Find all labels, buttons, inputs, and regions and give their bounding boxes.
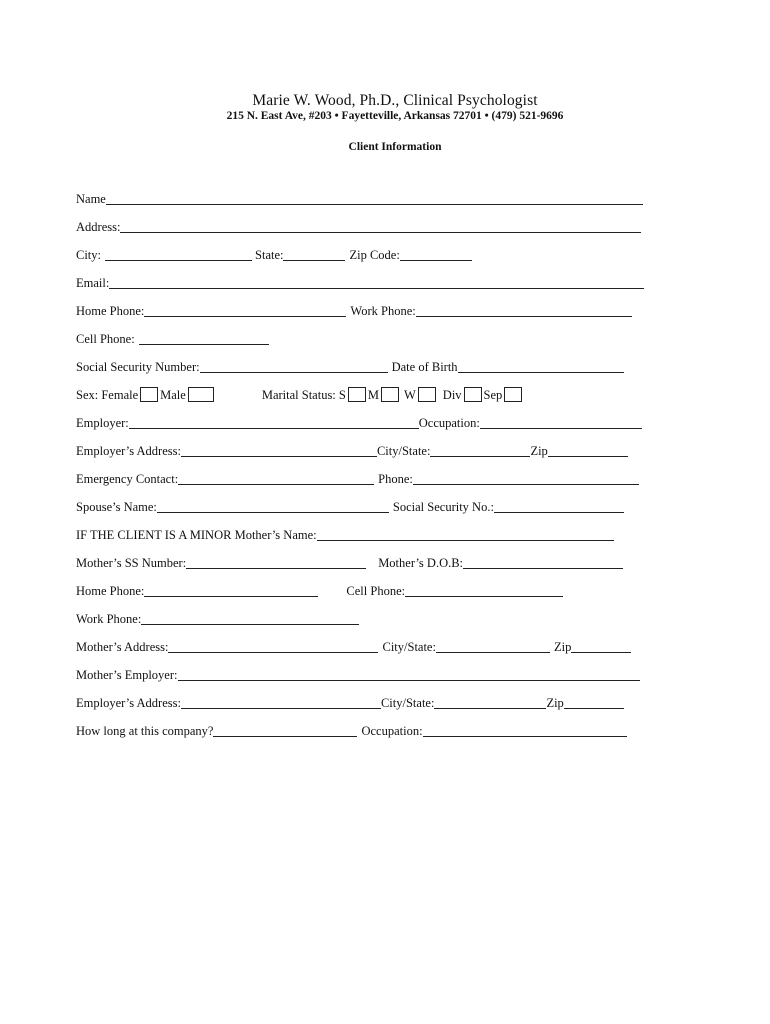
female-checkbox[interactable] [140, 387, 158, 402]
practice-address: 215 N. East Ave, #203 • Fayetteville, Arkansas 72701 • (479) 521-9696 [226, 110, 564, 122]
mother-ss-dob-row [76, 553, 623, 571]
name-label: Name [76, 192, 106, 206]
employer-address-label: Employer’s Address: [76, 444, 181, 458]
separated-label: Sep [483, 388, 503, 402]
name-field[interactable] [106, 192, 643, 205]
ssn-dob-row [76, 357, 624, 375]
mother-phones-row [76, 581, 563, 599]
employer-field[interactable] [129, 416, 419, 429]
city-field[interactable] [105, 248, 252, 261]
cell-phone-label: Cell Phone: [76, 332, 135, 346]
home-phone-field[interactable] [144, 304, 346, 317]
ssn-label: Social Security Number: [76, 360, 200, 374]
occupation-field[interactable] [480, 416, 642, 429]
mother-ss-label: Mother’s SS Number: [76, 556, 187, 570]
mother-employer-label: Mother’s Employer: [76, 668, 178, 682]
address-label: Address: [76, 220, 121, 234]
male-label: Male [160, 388, 186, 402]
emergency-contact-field[interactable] [178, 472, 374, 485]
male-checkbox[interactable] [188, 387, 214, 402]
married-label: M [367, 388, 379, 402]
dob-field[interactable] [458, 360, 624, 373]
mother-city-state-label: City/State: [382, 640, 436, 654]
employer-address-row [76, 441, 628, 459]
married-checkbox[interactable] [381, 387, 399, 402]
minor-mother-name-row [76, 525, 614, 543]
separated-checkbox[interactable] [504, 387, 522, 402]
employer-label: Employer: [76, 416, 129, 430]
email-row [76, 273, 644, 291]
marital-status-label: Marital Status: S [261, 388, 346, 402]
mother-cell-phone-label: Cell Phone: [346, 584, 406, 598]
work-phone-field[interactable] [416, 304, 632, 317]
mother-home-phone-label: Home Phone: [76, 584, 145, 598]
address-field[interactable] [120, 220, 641, 233]
mother-employer-city-state-field[interactable] [434, 696, 546, 709]
emergency-row [76, 469, 639, 487]
mother-address-label: Mother’s Address: [76, 640, 169, 654]
how-long-label: How long at this company? [76, 724, 214, 738]
state-label: State: [255, 248, 284, 262]
mother-name-field[interactable] [317, 528, 614, 541]
zip-code-field[interactable] [400, 248, 472, 261]
mother-employer-address-row [76, 693, 624, 711]
widowed-label: W [403, 388, 416, 402]
work-phone-label: Work Phone: [350, 304, 416, 318]
sex-label: Sex: Female [76, 388, 139, 402]
emergency-contact-label: Emergency Contact: [76, 472, 179, 486]
employer-row [76, 413, 642, 431]
dob-label: Date of Birth [391, 360, 458, 374]
mother-address-field[interactable] [168, 640, 378, 653]
employer-zip-label: Zip [530, 444, 548, 458]
sex-marital-row [76, 385, 524, 403]
mother-dob-label: Mother’s D.O.B: [378, 556, 464, 570]
divorced-checkbox[interactable] [464, 387, 482, 402]
mother-occupation-label: Occupation: [361, 724, 423, 738]
mother-employer-row [76, 665, 640, 683]
emergency-phone-label: Phone: [378, 472, 413, 486]
mother-ss-field[interactable] [186, 556, 366, 569]
name-row [76, 189, 643, 207]
employer-city-state-label: City/State: [376, 444, 431, 458]
zip-code-label: Zip Code: [349, 248, 400, 262]
home-phone-label: Home Phone: [76, 304, 145, 318]
mother-occupation-field[interactable] [423, 724, 627, 737]
mother-home-phone-field[interactable] [144, 584, 318, 597]
occupation-label: Occupation: [418, 416, 480, 430]
address-row [76, 217, 641, 235]
mother-dob-field[interactable] [463, 556, 623, 569]
spouse-ssn-label: Social Security No.: [392, 500, 494, 514]
mother-cell-phone-field[interactable] [405, 584, 563, 597]
employer-city-state-field[interactable] [430, 444, 530, 457]
mother-employer-address-field[interactable] [181, 696, 381, 709]
mother-work-phone-field[interactable] [141, 612, 359, 625]
email-label: Email: [76, 276, 110, 290]
employer-address-field[interactable] [181, 444, 377, 457]
mother-work-phone-label: Work Phone: [76, 612, 142, 626]
email-field[interactable] [109, 276, 644, 289]
minor-mother-name-label: IF THE CLIENT IS A MINOR Mother’s Name: [76, 528, 317, 542]
spouse-ssn-field[interactable] [494, 500, 624, 513]
spouse-name-label: Spouse’s Name: [76, 500, 157, 514]
widowed-checkbox[interactable] [418, 387, 436, 402]
mother-address-row [76, 637, 631, 655]
state-field[interactable] [283, 248, 345, 261]
employer-zip-field[interactable] [548, 444, 628, 457]
emergency-phone-field[interactable] [413, 472, 639, 485]
spouse-name-field[interactable] [157, 500, 389, 513]
phones-row [76, 301, 632, 319]
mother-work-phone-row [76, 609, 359, 627]
city-label: City: [76, 248, 102, 262]
mother-employer-city-state-label: City/State: [380, 696, 435, 710]
single-checkbox[interactable] [348, 387, 366, 402]
cell-phone-field[interactable] [139, 332, 269, 345]
how-long-field[interactable] [213, 724, 357, 737]
form-title: Client Information [348, 141, 442, 153]
mother-employer-zip-field[interactable] [564, 696, 624, 709]
mother-zip-field[interactable] [571, 640, 631, 653]
spouse-row [76, 497, 624, 515]
mother-employer-address-label: Employer’s Address: [76, 696, 181, 710]
mother-employer-field[interactable] [178, 668, 640, 681]
cell-phone-row [76, 329, 269, 347]
mother-employer-zip-label: Zip [546, 696, 564, 710]
mother-city-state-field[interactable] [436, 640, 550, 653]
divorced-label: Div [442, 388, 462, 402]
ssn-field[interactable] [200, 360, 388, 373]
tenure-occupation-row [76, 721, 627, 739]
practice-name: Marie W. Wood, Ph.D., Clinical Psychologist [252, 92, 538, 109]
city-state-zip-row [76, 245, 472, 263]
mother-zip-label: Zip [553, 640, 572, 654]
